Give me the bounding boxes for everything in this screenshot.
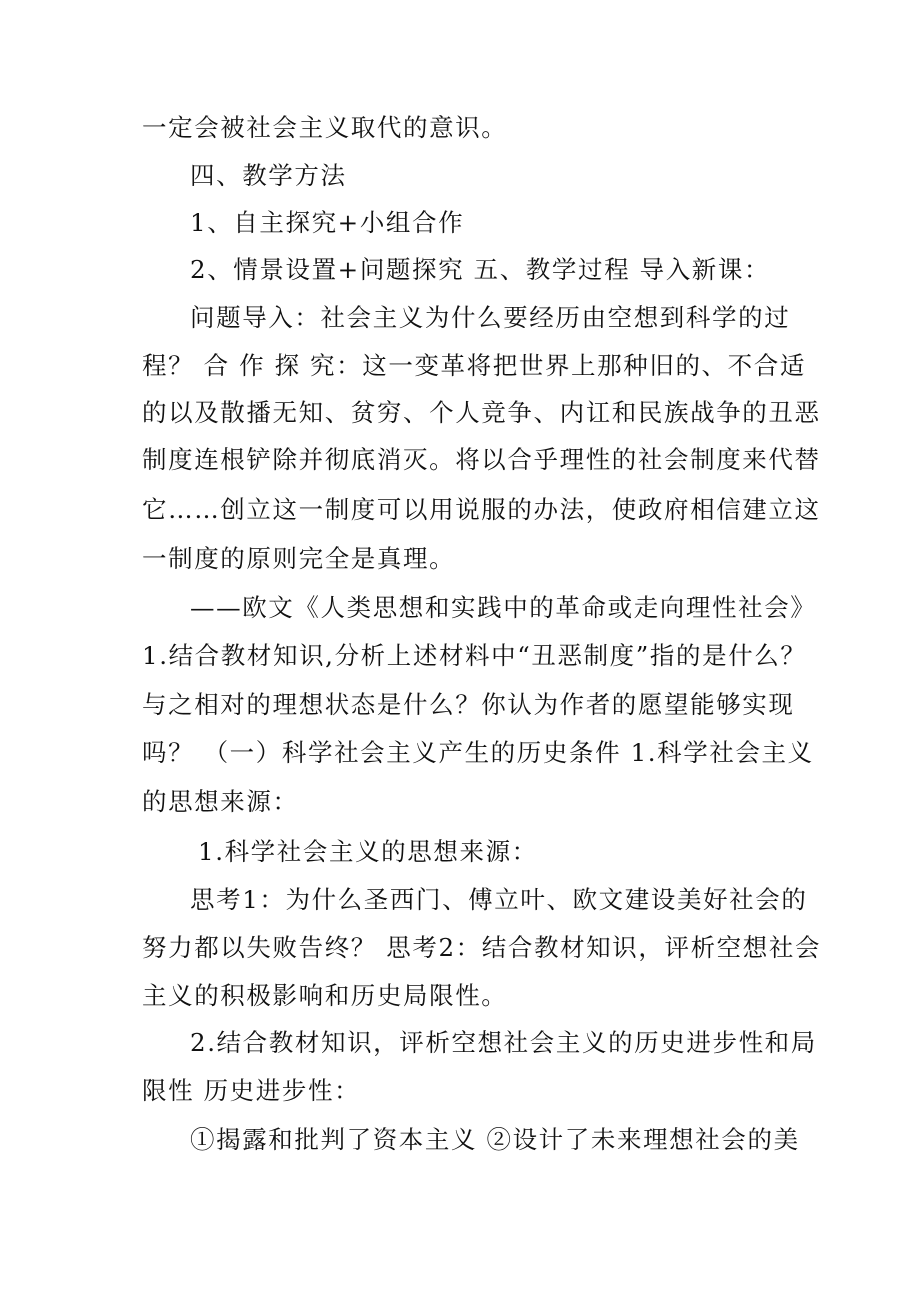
paragraph-line: 限性 历史进步性： — [142, 1076, 361, 1105]
list-item: 2、情景设置+问题探究 五、教学过程 导入新课： — [190, 255, 771, 284]
question-line: 与之相对的理想状态是什么？你认为作者的愿望能够实现 — [142, 690, 795, 719]
paragraph-line: 问题导入：社会主义为什么要经历由空想到科学的过 — [190, 303, 791, 332]
paragraph-line: 思考1：为什么圣西门、傅立叶、欧文建设美好社会的 — [190, 885, 808, 914]
paragraph-line: 2.结合教材知识，评析空想社会主义的历史进步性和局 — [190, 1028, 817, 1057]
text-line: 一定会被社会主义取代的意识。 — [142, 113, 508, 142]
question-line: 的思想来源： — [142, 787, 299, 816]
quote-source: ——欧文《人类思想和实践中的革命或走向理性社会》 — [190, 593, 817, 622]
paragraph-line: 主义的积极影响和历史局限性。 — [142, 981, 508, 1010]
paragraph-line: ①揭露和批判了资本主义 ②设计了未来理想社会的美 — [190, 1125, 800, 1154]
paragraph-line: 的以及散播无知、贫穷、个人竞争、内讧和民族战争的丑恶 — [142, 398, 821, 427]
paragraph-line: 制度连根铲除并彻底消灭。将以合乎理性的社会制度来代替 — [142, 445, 821, 474]
paragraph-line: 它……创立这一制度可以用说服的办法，使政府相信建立这 — [142, 495, 821, 524]
paragraph-line: 一制度的原则完全是真理。 — [142, 544, 456, 573]
list-item: 1、自主探究+小组合作 — [190, 208, 465, 237]
paragraph-line: 程？ 合 作 探 究：这一变革将把世界上那种旧的、不合适 — [142, 351, 806, 380]
subheading: 1.科学社会主义的思想来源： — [198, 837, 538, 866]
question-line: 吗？ （一）科学社会主义产生的历史条件 1.科学社会主义 — [142, 738, 814, 767]
section-heading: 四、教学方法 — [190, 161, 347, 190]
question-line: 1.结合教材知识,分析上述材料中“丑恶制度”指的是什么？ — [142, 641, 807, 670]
paragraph-line: 努力都以失败告终？ 思考2：结合教材知识，评析空想社会 — [142, 933, 822, 962]
